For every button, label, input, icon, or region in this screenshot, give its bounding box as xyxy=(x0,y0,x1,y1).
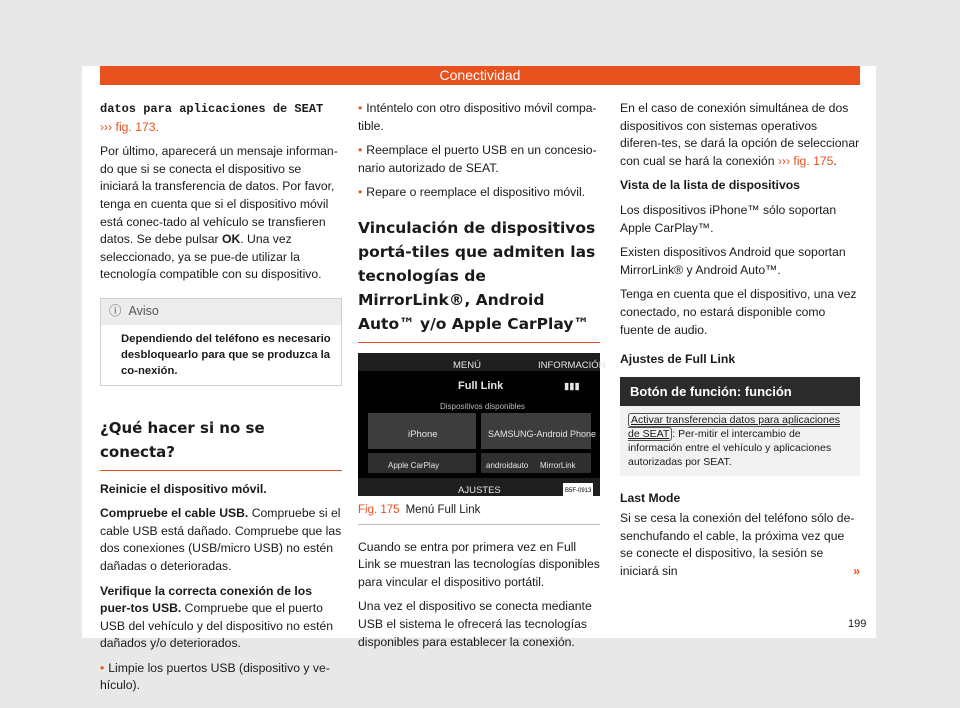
paragraph-intro xyxy=(100,100,342,136)
figure-reference[interactable]: ››› fig. 173. xyxy=(100,119,159,134)
column-2 xyxy=(358,100,606,658)
section-header: Conectividad xyxy=(100,66,860,85)
androidauto-label: androidauto xyxy=(486,460,529,470)
continue-icon: » xyxy=(853,563,860,578)
bullet-replace-port: • Reemplace el puerto USB en un concesio-nario autorizado de SEAT. xyxy=(358,142,600,177)
paragraph-audio: Tenga en cuenta que el dispositivo, una vez conectado, no estará disponible como fuente de audio. xyxy=(620,287,857,337)
transfer-button-label: Activar transferencia datos para aplicaciones de SEAT xyxy=(628,414,840,441)
screen-menu-label: MENÚ xyxy=(453,359,481,371)
bullet-repair-device: • Repare o reemplace el dispositivo móvil. xyxy=(358,184,600,202)
ok-label: OK xyxy=(221,232,241,247)
info-icon: ⓘ xyxy=(109,303,129,318)
figure-code: B5F-0913 xyxy=(563,483,593,501)
heading-no-connect: ¿Qué hacer si no se conecta? xyxy=(100,416,342,471)
paragraph-first-entry: Cuando se entra por primera vez en Full Link se muestran las tecnologías disponibles para vincular el dispositivo portátil. xyxy=(358,539,600,589)
paragraph-simultaneous: En el caso de conexión simultánea de dos dispositivos con sistemas operativos diferen-tes, se dará la opción de seleccionar con cual se hará la conexión ››› fig. 175. xyxy=(620,101,860,168)
step-cable: Compruebe el cable USB. Compruebe si el cable USB está dañado. Compruebe que las dos conexiones (USB/micro USB) no estén dañadas o deterioradas. xyxy=(100,506,342,573)
paragraph-android: Existen dispositivos Android que soportan MirrorLink® y Android Auto™. xyxy=(620,245,846,277)
carplay-label: Apple CarPlay xyxy=(388,460,440,470)
function-table-body: Activar transferencia datos para aplicaciones de SEAT : Per-mitir el intercambio de información entre el vehículo y aplicaciones autorizadas por SEAT. xyxy=(628,414,840,469)
page-number: 199 xyxy=(848,618,867,630)
full-link-screen-figure xyxy=(358,353,606,496)
screen-title: Full Link xyxy=(458,379,504,392)
aviso-text: Dependiendo del teléfono es necesario desbloquearlo para que se produzca la co-nexión. xyxy=(121,332,331,377)
figure-caption: Fig. 175 Menú Full Link xyxy=(358,502,600,525)
figure-reference-175[interactable]: ››› fig. 175 xyxy=(777,153,834,168)
function-table xyxy=(620,377,860,477)
screen-ajustes-label: AJUSTES xyxy=(458,484,501,496)
heading-device-list: Vista de la lista de dispositivos xyxy=(620,178,800,193)
aviso-header: ⓘ Aviso xyxy=(101,299,341,325)
aviso-note xyxy=(100,298,342,386)
step-ports: Verifique la correcta conexión de los puer-tos USB. Compruebe que el puerto USB del vehículo y del dispositivo no estén dañados y/o deteriorados. xyxy=(100,583,334,651)
heading-last-mode: Last Mode xyxy=(620,491,681,506)
device-iphone-label: iPhone xyxy=(408,428,438,440)
column-1 xyxy=(100,100,342,702)
bullet-clean-ports: • Limpie los puertos USB (dispositivo y ve-hículo). xyxy=(100,660,342,695)
mono-label: datos para aplicaciones de SEAT xyxy=(100,102,324,116)
heading-settings: Ajustes de Full Link xyxy=(620,352,736,367)
mirrorlink-label: MirrorLink xyxy=(540,460,576,470)
step-restart: Reinicie el dispositivo móvil. xyxy=(100,481,267,496)
signal-icon: ▮▮▮ xyxy=(564,380,580,392)
screen-subtitle: Dispositivos disponibles xyxy=(440,401,525,411)
function-table-header: Botón de función: función xyxy=(620,377,860,407)
paragraph-message: Por último, aparecerá un mensaje informan-do que si se conecta el dispositivo se iniciará la transferencia de datos. Por favor, tenga en cuenta que si el dispositivo móvil está conec-tado al vehículo se transfieren datos. Se debe pulsar OK. Una vez seleccionado, ya se pue-de utilizar la tecnología compatible con su dispositivo. xyxy=(100,144,338,282)
screen-info-label: INFORMACIÓN xyxy=(538,359,606,371)
bullet-other-device: • Inténtelo con otro dispositivo móvil compa-tible. xyxy=(358,100,600,135)
paragraph-usb: Una vez el dispositivo se conecta mediante USB el sistema le ofrecerá las tecnologías disponibles para establecer la conexión. xyxy=(358,599,592,649)
heading-linking: Vinculación de dispositivos portá-tiles que admiten las tecnologías de MirrorLink®, Android Auto™ y/o Apple CarPlay™ xyxy=(358,216,600,343)
device-android-label: SAMSUNG-Android Phone xyxy=(488,428,597,439)
paragraph-last-mode: Si se cesa la conexión del teléfono sólo de-senchufando el cable, la próxima vez que se conecte el dispositivo, la sesión se iniciará sin » xyxy=(620,510,860,580)
paragraph-iphone: Los dispositivos iPhone™ sólo soportan Apple CarPlay™. xyxy=(620,202,837,235)
column-3 xyxy=(620,100,860,587)
